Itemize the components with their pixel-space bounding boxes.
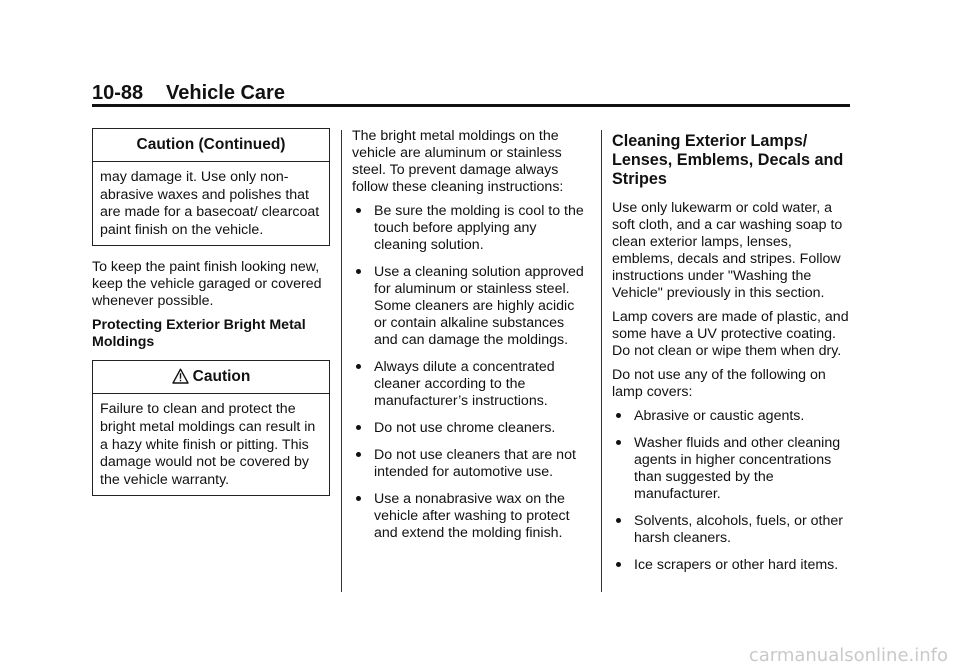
column-divider-2: [601, 130, 602, 592]
watermark: carmanualsonline.info: [748, 645, 948, 666]
page-number: 10-88: [92, 82, 144, 104]
lamps-paragraph-2: Lamp covers are made of plastic, and some have a UV protective coating. Do not clean or wipe them when dry.: [612, 309, 849, 359]
column-1: [92, 128, 330, 509]
page-header: [92, 82, 285, 105]
list-item: Be sure the molding is cool to the touch before applying any cleaning solution.: [352, 203, 590, 254]
warning-triangle-icon: [172, 368, 189, 384]
caution-body: Failure to clean and protect the bright metal moldings can result in a hazy white finish or pitting. This damage would not be covered by the vehicle warranty.: [100, 401, 316, 488]
column-2: [352, 128, 590, 552]
lamps-paragraph-3: Do not use any of the following on lamp covers:: [612, 367, 826, 400]
column-divider-1: [341, 130, 342, 592]
chapter-title: Vehicle Care: [166, 82, 285, 104]
list-item: Solvents, alcohols, fuels, or other harsh cleaners.: [612, 513, 850, 547]
list-item: Always dilute a concentrated cleaner according to the manufacturer’s instructions.: [352, 359, 590, 410]
list-item: Do not use cleaners that are not intended for automotive use.: [352, 447, 590, 481]
list-item: Do not use chrome cleaners.: [352, 420, 590, 437]
header-rule: [92, 104, 850, 107]
section-heading: Cleaning Exterior Lamps/ Lenses, Emblems, Decals and Stripes: [612, 132, 844, 188]
caution-title: [93, 361, 329, 394]
caution-continued-body: may damage it. Use only non-abrasive waxes and polishes that are made for a basecoat/ clearcoat paint finish on the vehicle.: [100, 169, 320, 238]
column-3: [612, 128, 850, 584]
paint-finish-paragraph: To keep the paint finish looking new, keep the vehicle garaged or covered whenever possible.: [92, 259, 322, 310]
caution-continued-title: Caution (Continued): [93, 129, 329, 162]
molding-cleaning-list: [352, 203, 590, 542]
caution-box: [92, 360, 330, 496]
caution-continued-box: [92, 128, 330, 246]
bright-metal-subheading: Protecting Exterior Bright Metal Moldings: [92, 317, 306, 351]
lamps-paragraph-1: Use only lukewarm or cold water, a soft cloth, and a car washing soap to clean exterior lamps, lenses, emblems, decals and stripes. Follow instructions under "Washing the Vehicle" previously in this section.: [612, 200, 843, 301]
list-item: Use a nonabrasive wax on the vehicle after washing to protect and extend the molding finish.: [352, 491, 590, 542]
lamp-cover-warning-list: [612, 408, 850, 574]
list-item: Washer fluids and other cleaning agents in higher concentrations than suggested by the manufacturer.: [612, 435, 850, 503]
list-item: Use a cleaning solution approved for aluminum or stainless steel. Some cleaners are highly acidic or contain alkaline substances and can damage the moldings.: [352, 264, 590, 349]
moldings-intro-paragraph: The bright metal moldings on the vehicle are aluminum or stainless steel. To prevent damage always follow these cleaning instructions:: [352, 128, 564, 195]
list-item: Abrasive or caustic agents.: [612, 408, 850, 425]
caution-title-text: Caution: [192, 368, 251, 386]
list-item: Ice scrapers or other hard items.: [612, 557, 850, 574]
